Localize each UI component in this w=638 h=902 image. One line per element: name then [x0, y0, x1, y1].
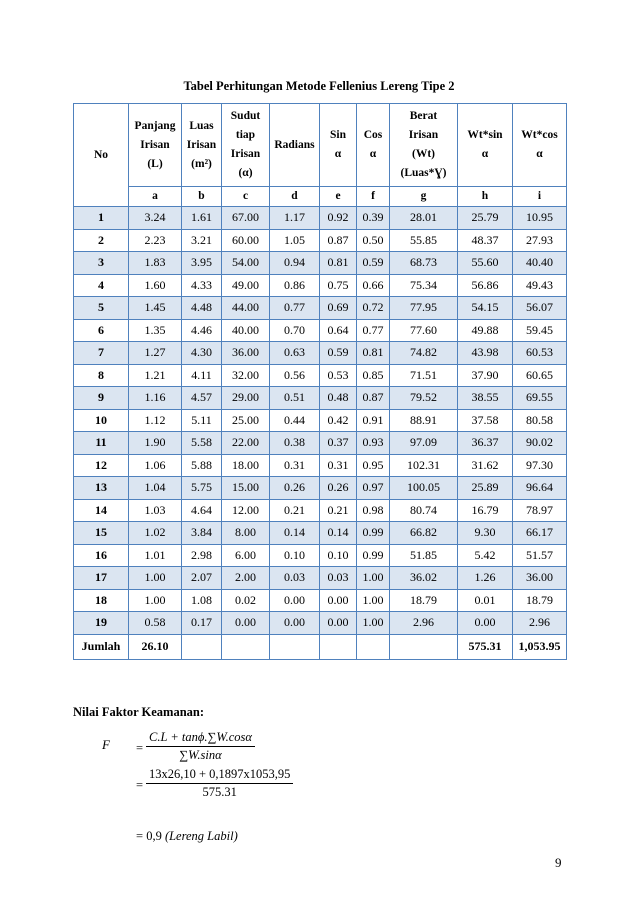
table-cell: 102.31	[390, 454, 458, 477]
table-row	[74, 454, 567, 477]
table-cell: 0.37	[320, 432, 357, 455]
page-number: 9	[555, 855, 562, 870]
table-cell: 40.40	[513, 252, 567, 275]
table-cell: 1.45	[129, 297, 182, 320]
table-cell: 5.75	[182, 477, 222, 500]
row-number: 4	[74, 274, 129, 297]
table-cell: 0.99	[357, 522, 390, 545]
table-cell: 4.33	[182, 274, 222, 297]
table-cell: 0.00	[270, 589, 320, 612]
table-cell: 0.14	[320, 522, 357, 545]
table-cell: 5.42	[458, 544, 513, 567]
table-cell: 51.85	[390, 544, 458, 567]
table-cell: 0.81	[320, 252, 357, 275]
table-cell: 3.95	[182, 252, 222, 275]
column-header	[270, 104, 320, 187]
column-header-line: tiap	[235, 129, 256, 141]
table-cell: 2.23	[129, 229, 182, 252]
table-cell: 96.64	[513, 477, 567, 500]
table-cell: 0.53	[320, 364, 357, 387]
column-letter: e	[320, 187, 357, 207]
header-row	[74, 104, 567, 187]
table-cell: 56.07	[513, 297, 567, 320]
total-row	[74, 634, 567, 659]
table-cell: 49.88	[458, 319, 513, 342]
table-row	[74, 297, 567, 320]
table-cell: 48.37	[458, 229, 513, 252]
table-cell: 0.66	[357, 274, 390, 297]
row-number: 14	[74, 499, 129, 522]
table-cell: 0.10	[320, 544, 357, 567]
column-header-line: α	[369, 148, 377, 160]
table-cell: 2.96	[390, 612, 458, 635]
table-cell: 0.48	[320, 387, 357, 410]
total-panjang: 26.10	[129, 634, 182, 659]
table-cell: 0.02	[222, 589, 270, 612]
table-cell: 0.75	[320, 274, 357, 297]
table-cell: 38.55	[458, 387, 513, 410]
table-cell: 0.87	[320, 229, 357, 252]
table-cell: 0.21	[270, 499, 320, 522]
table-cell: 1.00	[357, 612, 390, 635]
row-number: 11	[74, 432, 129, 455]
table-cell: 0.86	[270, 274, 320, 297]
column-header	[513, 104, 567, 187]
table-cell: 0.81	[357, 342, 390, 365]
row-number: 18	[74, 589, 129, 612]
table-cell: 56.86	[458, 274, 513, 297]
table-cell: 43.98	[458, 342, 513, 365]
table-cell: 36.00	[222, 342, 270, 365]
table-cell: 1.01	[129, 544, 182, 567]
formula-denominator: ∑W.sinα	[179, 748, 222, 762]
table-cell: 2.00	[222, 567, 270, 590]
table-cell: 0.98	[357, 499, 390, 522]
result-line	[136, 829, 238, 844]
table-cell: 28.01	[390, 207, 458, 230]
column-letter: a	[129, 187, 182, 207]
table-cell: 55.60	[458, 252, 513, 275]
table-cell: 5.88	[182, 454, 222, 477]
table-body	[74, 207, 567, 635]
table-cell: 1.61	[182, 207, 222, 230]
column-header-line: (m²)	[191, 157, 212, 170]
column-header	[129, 104, 182, 187]
table-cell: 0.26	[270, 477, 320, 500]
column-letter: h	[458, 187, 513, 207]
table-cell: 2.96	[513, 612, 567, 635]
table-cell: 1.06	[129, 454, 182, 477]
column-letter: d	[270, 187, 320, 207]
table-cell: 90.02	[513, 432, 567, 455]
row-number: 13	[74, 477, 129, 500]
table-cell: 100.05	[390, 477, 458, 500]
table-cell: 0.64	[320, 319, 357, 342]
row-number: 5	[74, 297, 129, 320]
column-header-line: Wt*sin	[467, 129, 503, 141]
column-header-line: Panjang	[134, 119, 176, 132]
table-cell: 66.17	[513, 522, 567, 545]
table-cell: 0.21	[320, 499, 357, 522]
table-cell: 8.00	[222, 522, 270, 545]
calc-denominator: 575.31	[202, 785, 237, 799]
table-cell: 0.00	[270, 612, 320, 635]
result-note: (Lereng Labil)	[164, 829, 238, 843]
table-row	[74, 432, 567, 455]
column-header	[74, 104, 129, 207]
equals-sign: =	[136, 741, 144, 755]
column-header-line: (L)	[147, 157, 163, 170]
table-cell: 22.00	[222, 432, 270, 455]
table-cell: 67.00	[222, 207, 270, 230]
table-cell: 1.00	[357, 567, 390, 590]
column-header	[320, 104, 357, 187]
table-cell: 97.09	[390, 432, 458, 455]
safety-heading: Nilai Faktor Keamanan:	[73, 705, 205, 719]
table-cell: 1.00	[129, 567, 182, 590]
table-cell: 18.00	[222, 454, 270, 477]
table-cell: 0.92	[320, 207, 357, 230]
column-letter-row	[74, 187, 567, 207]
column-header-line: Irisan	[408, 129, 439, 141]
table-cell: 3.84	[182, 522, 222, 545]
table-title: Tabel Perhitungan Metode Fellenius Lereng Tipe 2	[183, 79, 455, 93]
table-cell: 10.95	[513, 207, 567, 230]
row-number: 16	[74, 544, 129, 567]
table-row	[74, 252, 567, 275]
table-cell: 88.91	[390, 409, 458, 432]
column-letter: g	[390, 187, 458, 207]
row-number: 10	[74, 409, 129, 432]
table-cell: 66.82	[390, 522, 458, 545]
column-header-line: Sin	[330, 129, 346, 141]
table-cell: 60.00	[222, 229, 270, 252]
table-row	[74, 589, 567, 612]
table-cell: 1.03	[129, 499, 182, 522]
row-number: 15	[74, 522, 129, 545]
table-cell: 25.89	[458, 477, 513, 500]
table-cell: 60.53	[513, 342, 567, 365]
table-row	[74, 319, 567, 342]
column-header	[458, 104, 513, 187]
table-cell: 1.08	[182, 589, 222, 612]
fellenius-table	[73, 103, 567, 660]
table-cell: 1.90	[129, 432, 182, 455]
table-cell: 59.45	[513, 319, 567, 342]
table-cell: 0.38	[270, 432, 320, 455]
table-cell: 37.90	[458, 364, 513, 387]
column-header	[357, 104, 390, 187]
calc-numerator: 13x26,10 + 0,1897x1053,95	[146, 767, 293, 784]
table-cell: 0.01	[458, 589, 513, 612]
table-cell: 36.00	[513, 567, 567, 590]
table-cell: 0.85	[357, 364, 390, 387]
table-cell: 36.02	[390, 567, 458, 590]
table-cell: 1.17	[270, 207, 320, 230]
table-cell: 12.00	[222, 499, 270, 522]
table-cell: 37.58	[458, 409, 513, 432]
column-letter: i	[513, 187, 567, 207]
table-cell: 4.48	[182, 297, 222, 320]
table-cell: 4.57	[182, 387, 222, 410]
table-cell: 1.00	[129, 589, 182, 612]
table-cell: 1.60	[129, 274, 182, 297]
table-cell: 1.12	[129, 409, 182, 432]
result-value: 0,9	[146, 829, 162, 843]
row-number: 8	[74, 364, 129, 387]
table-cell: 4.30	[182, 342, 222, 365]
table-cell: 78.97	[513, 499, 567, 522]
row-number: 17	[74, 567, 129, 590]
table-cell: 9.30	[458, 522, 513, 545]
column-header-line: α	[334, 148, 342, 160]
column-header	[182, 104, 222, 187]
table-cell: 0.17	[182, 612, 222, 635]
table-cell: 0.59	[357, 252, 390, 275]
table-cell: 1.02	[129, 522, 182, 545]
column-header-line: α	[481, 148, 489, 160]
table-cell: 44.00	[222, 297, 270, 320]
table-cell: 71.51	[390, 364, 458, 387]
table-cell: 0.39	[357, 207, 390, 230]
table-cell: 0.77	[357, 319, 390, 342]
table-cell: 1.27	[129, 342, 182, 365]
table-cell: 16.79	[458, 499, 513, 522]
table-cell: 75.34	[390, 274, 458, 297]
column-letter: b	[182, 187, 222, 207]
table-cell: 0.42	[320, 409, 357, 432]
column-header-line: Berat	[409, 110, 438, 122]
table-cell: 97.30	[513, 454, 567, 477]
table-row	[74, 342, 567, 365]
table-row	[74, 544, 567, 567]
table-row	[74, 274, 567, 297]
table-cell: 32.00	[222, 364, 270, 387]
row-number: 3	[74, 252, 129, 275]
table-cell: 2.98	[182, 544, 222, 567]
table-cell: 4.11	[182, 364, 222, 387]
table-cell: 49.00	[222, 274, 270, 297]
column-header-line: Wt*cos	[521, 129, 558, 141]
table-cell: 5.58	[182, 432, 222, 455]
table-row	[74, 364, 567, 387]
table-cell: 4.46	[182, 319, 222, 342]
formula-numerator: C.L + tanϕ.∑W.cosα	[146, 730, 255, 747]
table-row	[74, 567, 567, 590]
table-cell: 3.24	[129, 207, 182, 230]
table-cell: 5.11	[182, 409, 222, 432]
row-number: 1	[74, 207, 129, 230]
table-cell: 0.99	[357, 544, 390, 567]
table-cell: 0.51	[270, 387, 320, 410]
table-cell: 0.63	[270, 342, 320, 365]
column-letter: c	[222, 187, 270, 207]
table-cell: 29.00	[222, 387, 270, 410]
column-header	[390, 104, 458, 187]
table-cell: 1.16	[129, 387, 182, 410]
table-cell: 4.64	[182, 499, 222, 522]
row-number: 12	[74, 454, 129, 477]
table-row	[74, 387, 567, 410]
column-header-line: Irisan	[230, 148, 261, 160]
table-row	[74, 207, 567, 230]
table-cell: 0.93	[357, 432, 390, 455]
table-row	[74, 522, 567, 545]
table-cell: 3.21	[182, 229, 222, 252]
equals-sign: =	[136, 829, 144, 843]
table-cell: 18.79	[390, 589, 458, 612]
table-cell: 0.03	[270, 567, 320, 590]
table-cell: 1.05	[270, 229, 320, 252]
column-header-line: Luas	[189, 119, 214, 132]
table-cell: 2.07	[182, 567, 222, 590]
table-cell: 1.04	[129, 477, 182, 500]
table-cell: 0.87	[357, 387, 390, 410]
table-cell: 0.44	[270, 409, 320, 432]
total-wt-cos: 1,053.95	[513, 634, 567, 659]
table-cell: 27.93	[513, 229, 567, 252]
table-cell: 1.00	[357, 589, 390, 612]
table-cell: 0.77	[270, 297, 320, 320]
table-cell: 69.55	[513, 387, 567, 410]
f-symbol: F	[102, 737, 110, 752]
table-cell: 0.56	[270, 364, 320, 387]
table-row	[74, 477, 567, 500]
column-header-line: No	[93, 148, 109, 161]
row-number: 19	[74, 612, 129, 635]
table-row	[74, 409, 567, 432]
table-cell: 0.31	[320, 454, 357, 477]
table-cell: 1.21	[129, 364, 182, 387]
table-cell: 51.57	[513, 544, 567, 567]
table-cell: 1.83	[129, 252, 182, 275]
table-cell: 25.00	[222, 409, 270, 432]
table-row	[74, 612, 567, 635]
column-header-line: Irisan	[140, 138, 170, 151]
table-cell: 60.65	[513, 364, 567, 387]
table-cell: 54.00	[222, 252, 270, 275]
table-cell: 79.52	[390, 387, 458, 410]
table-cell: 0.59	[320, 342, 357, 365]
table-cell: 49.43	[513, 274, 567, 297]
table-cell: 0.95	[357, 454, 390, 477]
table-cell: 1.35	[129, 319, 182, 342]
column-header-line: α	[536, 148, 543, 160]
table-cell: 0.91	[357, 409, 390, 432]
table-cell: 80.74	[390, 499, 458, 522]
table-cell: 0.10	[270, 544, 320, 567]
row-number: 6	[74, 319, 129, 342]
table-cell: 25.79	[458, 207, 513, 230]
formula-fraction	[146, 730, 255, 763]
column-header-line: (Luas*Ɣ)	[400, 167, 447, 179]
table-cell: 1.26	[458, 567, 513, 590]
column-header-line: (α)	[238, 167, 253, 179]
table-cell: 0.69	[320, 297, 357, 320]
table-cell: 0.00	[320, 612, 357, 635]
table-cell: 54.15	[458, 297, 513, 320]
column-header-line: Radians	[274, 138, 315, 151]
total-wt-sin: 575.31	[458, 634, 513, 659]
table-cell: 6.00	[222, 544, 270, 567]
total-label: Jumlah	[74, 634, 129, 659]
table-cell: 0.31	[270, 454, 320, 477]
table-cell: 0.58	[129, 612, 182, 635]
table-cell: 18.79	[513, 589, 567, 612]
column-letter: f	[357, 187, 390, 207]
column-header-line: Cos	[363, 129, 383, 141]
calc-fraction	[146, 767, 293, 800]
table-cell: 0.72	[357, 297, 390, 320]
table-cell: 0.97	[357, 477, 390, 500]
table-cell: 0.00	[222, 612, 270, 635]
table-cell: 55.85	[390, 229, 458, 252]
table-cell: 0.50	[357, 229, 390, 252]
table-cell: 15.00	[222, 477, 270, 500]
table-cell: 74.82	[390, 342, 458, 365]
table-cell: 80.58	[513, 409, 567, 432]
table-row	[74, 499, 567, 522]
table-cell: 0.00	[458, 612, 513, 635]
table-cell: 77.60	[390, 319, 458, 342]
table-cell: 0.03	[320, 567, 357, 590]
table-cell: 31.62	[458, 454, 513, 477]
table-cell: 0.26	[320, 477, 357, 500]
row-number: 9	[74, 387, 129, 410]
column-header-line: Irisan	[186, 138, 217, 151]
table-row	[74, 229, 567, 252]
column-header-line: (Wt)	[412, 148, 435, 160]
table-cell: 0.70	[270, 319, 320, 342]
table-cell: 0.14	[270, 522, 320, 545]
row-number: 2	[74, 229, 129, 252]
table-cell: 0.00	[320, 589, 357, 612]
table-cell: 36.37	[458, 432, 513, 455]
table-cell: 0.94	[270, 252, 320, 275]
column-header	[222, 104, 270, 187]
row-number: 7	[74, 342, 129, 365]
table-cell: 77.95	[390, 297, 458, 320]
table-cell: 40.00	[222, 319, 270, 342]
column-header-line: Sudut	[230, 110, 261, 122]
equals-sign: =	[136, 778, 144, 792]
table-cell: 68.73	[390, 252, 458, 275]
